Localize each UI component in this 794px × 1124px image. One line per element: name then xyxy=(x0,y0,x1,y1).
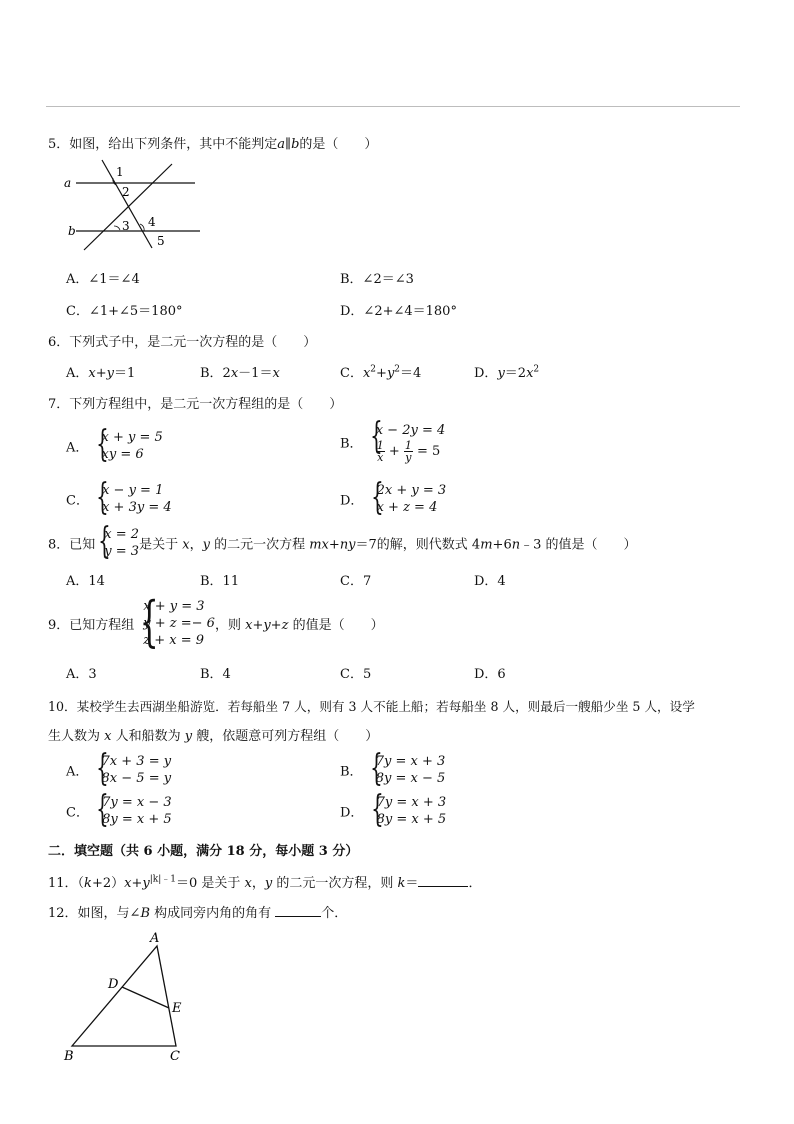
q7-stem: 7．下列方程组中，是二元一次方程组的是（ ） xyxy=(48,397,343,412)
q6-option-c[interactable]: C．$x^2+y^2=4$ xyxy=(340,364,422,381)
q5-label-a: a xyxy=(64,176,72,190)
q12-triangle-abc xyxy=(72,946,176,1046)
q7-d-system: { 2x + y = 3 x + z = 4 xyxy=(368,482,447,516)
q7-a-system: { x + y = 5 xy = 6 xyxy=(93,429,163,463)
q5-rel-sym: ∥ xyxy=(285,137,292,152)
q11-answer-blank[interactable] xyxy=(418,874,468,887)
header-rule xyxy=(46,106,740,107)
q7-c-system: { x − y = 1 x + 3y = 4 xyxy=(93,482,172,516)
q12-stem: 12．如图，与∠B 构成同旁内角的角有 个． xyxy=(48,906,348,921)
q5-option-a[interactable]: A．∠1＝∠4 xyxy=(66,272,140,287)
q8-stem: 8．已知 { x = 2 y = 3 是关于 x，y 的二元一次方程 mx+ny＝7的解，则代数式 4m+6n﹣3 的值是（ ） xyxy=(48,526,637,560)
q9-option-c[interactable]: C．5 xyxy=(340,667,372,682)
q10-a-system: { 7x + 3 = y 8x − 5 = y xyxy=(93,753,172,787)
q12-segment-de xyxy=(122,987,169,1008)
q12-answer-blank[interactable] xyxy=(275,904,321,917)
q5-label-1: 1 xyxy=(116,165,124,179)
q5-stem-end: 的是（ ） xyxy=(299,137,378,152)
q5-label-3: 3 xyxy=(122,219,130,233)
q5-option-b[interactable]: B．∠2＝∠3 xyxy=(340,272,414,287)
q9-stem: 9．已知方程组 { x + y = 3 y + z =− 6 z + x = 9 ，则 x+y+z 的值是（ ） xyxy=(48,598,384,649)
section-2-heading: 二．填空题（共 6 小题，满分 18 分，每小题 3 分） xyxy=(48,844,359,859)
q5-label-2: 2 xyxy=(122,185,130,199)
q7-option-d[interactable]: D． { 2x + y = 3 x + z = 4 xyxy=(340,482,446,516)
q5-stem-text: 5．如图，给出下列条件，其中不能判定 xyxy=(48,137,278,152)
q5-rel-b: b xyxy=(291,137,300,152)
q7-option-c[interactable]: C． { x − y = 1 x + 3y = 4 xyxy=(66,482,172,516)
q10-stem-line1: 10．某校学生去西湖坐船游览．若每船坐 7 人，则有 3 人不能上船；若每船坐 8 人，则最后一艘船少坐 5 人，设学 xyxy=(48,699,695,714)
q9-option-a[interactable]: A．3 xyxy=(66,667,97,682)
q10-option-d[interactable]: D． { 7y = x + 3 8y = x + 5 xyxy=(340,794,446,828)
q10-c-system: { 7y = x − 3 8y = x + 5 xyxy=(93,794,172,828)
q7-option-b[interactable]: B． { x − 2y = 4 $\frac{1}{x}$ + $\frac{1}{y}$ = 5 xyxy=(340,421,445,463)
q5-label-b: b xyxy=(68,224,76,238)
q12-label-a: A xyxy=(150,931,160,946)
q8-option-d[interactable]: D．4 xyxy=(474,574,506,589)
q9-system: { x + y = 3 y + z =− 6 z + x = 9 xyxy=(134,598,215,649)
q10-b-system: { 7y = x + 3 8y = x − 5 xyxy=(367,753,446,787)
q8-option-b[interactable]: B．11 xyxy=(200,574,240,589)
q5-stem xyxy=(48,133,377,152)
q7-b-system: { x − 2y = 4 $\frac{1}{x}$ + $\frac{1}{y}$ = 5 xyxy=(367,421,446,463)
q12-figure xyxy=(60,928,200,1068)
q6-option-b[interactable]: B．2x－1＝x xyxy=(200,366,280,381)
q11-stem: 11．$(k+2)x+y^{|k|﹣1}=0$ 是关于 x，y 的二元一次方程，则 k＝ ． xyxy=(48,874,482,891)
q5-option-c[interactable]: C．∠1+∠5＝180° xyxy=(66,304,183,319)
q9-option-b[interactable]: B．4 xyxy=(200,667,231,682)
q10-option-c[interactable]: C． { 7y = x − 3 8y = x + 5 xyxy=(66,794,172,828)
q10-option-b[interactable]: B． { 7y = x + 3 8y = x − 5 xyxy=(340,753,445,787)
q5-label-5: 5 xyxy=(157,234,165,248)
q7-option-a[interactable]: A． { x + y = 5 xy = 6 xyxy=(66,429,163,463)
q6-stem: 6．下列式子中，是二元一次方程的是（ ） xyxy=(48,335,317,350)
q12-label-e: E xyxy=(172,1001,182,1016)
q5-label-4: 4 xyxy=(148,215,156,229)
q12-label-c: C xyxy=(170,1049,180,1064)
q9-option-d[interactable]: D．6 xyxy=(474,667,506,682)
q12-label-d: D xyxy=(108,977,119,992)
q8-system: { x = 2 y = 3 xyxy=(95,526,139,560)
q8-option-a[interactable]: A．14 xyxy=(66,574,105,589)
q12-label-b: B xyxy=(64,1049,74,1064)
q5-option-d[interactable]: D．∠2+∠4＝180° xyxy=(340,304,457,319)
q6-option-a[interactable]: A．x+y＝1 xyxy=(66,366,136,381)
q6-option-d[interactable]: D．$y=2x^2$ xyxy=(474,364,540,381)
q10-option-a[interactable]: A． { 7x + 3 = y 8x − 5 = y xyxy=(66,753,171,787)
q10-d-system: { 7y = x + 3 8y = x + 5 xyxy=(368,794,447,828)
q5-figure xyxy=(60,158,210,253)
q10-stem-line2: 生人数为 x 人和船数为 y 艘，依题意可列方程组（ ） xyxy=(48,729,379,744)
q8-option-c[interactable]: C．7 xyxy=(340,574,372,589)
q5-rel-a: a xyxy=(277,137,286,152)
q5-transversal-1 xyxy=(102,160,152,248)
